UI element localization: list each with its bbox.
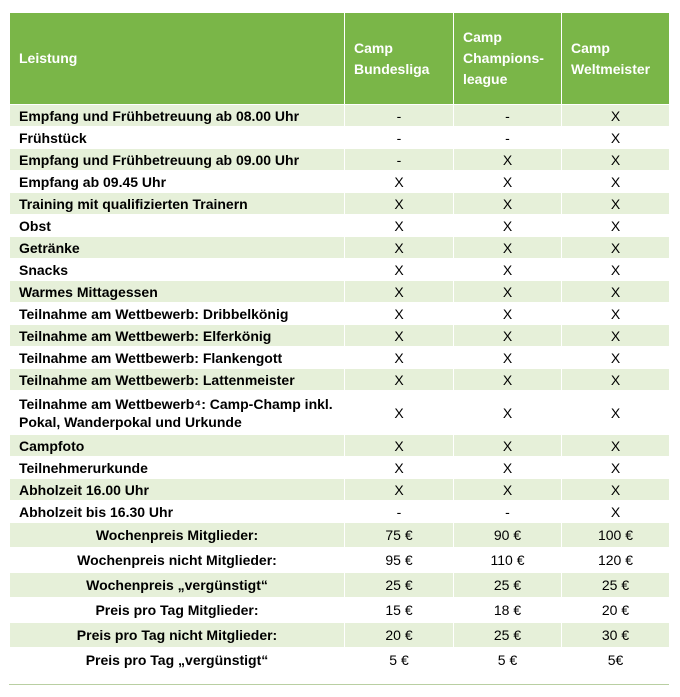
- table-header: [10, 13, 670, 105]
- row-label: Empfang und Frühbetreuung ab 09.00 Uhr: [10, 149, 345, 171]
- table-row: [10, 479, 670, 501]
- table-bottom-border: [9, 684, 669, 685]
- header-camp-weltmeister: Camp Weltmeister: [562, 13, 670, 105]
- price-championsleague: 110 €: [454, 548, 562, 573]
- camp-comparison-table: [9, 12, 670, 673]
- row-label: Abholzeit 16.00 Uhr: [10, 479, 345, 501]
- price-weltmeister: 30 €: [562, 623, 670, 648]
- value-bundesliga: X: [345, 259, 454, 281]
- price-bundesliga: 75 €: [345, 523, 454, 548]
- value-bundesliga: X: [345, 215, 454, 237]
- value-weltmeister: X: [562, 127, 670, 149]
- price-weltmeister: 20 €: [562, 598, 670, 623]
- table-row: [10, 303, 670, 325]
- price-championsleague: 18 €: [454, 598, 562, 623]
- value-championsleague: X: [454, 193, 562, 215]
- table-row: [10, 369, 670, 391]
- row-label: Empfang ab 09.45 Uhr: [10, 171, 345, 193]
- price-weltmeister: 5€: [562, 648, 670, 673]
- value-bundesliga: X: [345, 193, 454, 215]
- value-bundesliga: X: [345, 281, 454, 303]
- value-weltmeister: X: [562, 347, 670, 369]
- price-championsleague: 90 €: [454, 523, 562, 548]
- value-championsleague: X: [454, 281, 562, 303]
- price-weltmeister: 100 €: [562, 523, 670, 548]
- price-row: [10, 548, 670, 573]
- value-championsleague: X: [454, 435, 562, 457]
- row-label: Getränke: [10, 237, 345, 259]
- value-championsleague: X: [454, 391, 562, 435]
- table-row: [10, 215, 670, 237]
- value-bundesliga: -: [345, 105, 454, 127]
- table-row: [10, 149, 670, 171]
- pricing-table-container: [9, 12, 669, 673]
- value-bundesliga: X: [345, 457, 454, 479]
- price-bundesliga: 95 €: [345, 548, 454, 573]
- table-row: [10, 193, 670, 215]
- table-row: [10, 237, 670, 259]
- price-bundesliga: 5 €: [345, 648, 454, 673]
- value-championsleague: X: [454, 171, 562, 193]
- value-weltmeister: X: [562, 501, 670, 523]
- value-championsleague: -: [454, 105, 562, 127]
- price-label: Preis pro Tag Mitglieder:: [10, 598, 345, 623]
- value-championsleague: X: [454, 325, 562, 347]
- row-label: Abholzeit bis 16.30 Uhr: [10, 501, 345, 523]
- value-weltmeister: X: [562, 479, 670, 501]
- price-championsleague: 25 €: [454, 573, 562, 598]
- value-weltmeister: X: [562, 303, 670, 325]
- value-weltmeister: X: [562, 259, 670, 281]
- price-label: Preis pro Tag nicht Mitglieder:: [10, 623, 345, 648]
- row-label: Warmes Mittagessen: [10, 281, 345, 303]
- value-weltmeister: X: [562, 215, 670, 237]
- table-row: [10, 391, 670, 435]
- price-weltmeister: 25 €: [562, 573, 670, 598]
- value-championsleague: X: [454, 479, 562, 501]
- row-label: Frühstück: [10, 127, 345, 149]
- row-label: Teilnahme am Wettbewerb: Flankengott: [10, 347, 345, 369]
- table-row: [10, 127, 670, 149]
- value-bundesliga: X: [345, 171, 454, 193]
- value-bundesliga: X: [345, 479, 454, 501]
- row-label: Teilnahme am Wettbewerb: Lattenmeister: [10, 369, 345, 391]
- row-label: Campfoto: [10, 435, 345, 457]
- value-championsleague: X: [454, 215, 562, 237]
- price-label: Wochenpreis „vergünstigt“: [10, 573, 345, 598]
- value-weltmeister: X: [562, 391, 670, 435]
- row-label: Teilnahme am Wettbewerb: Dribbelkönig: [10, 303, 345, 325]
- price-row: [10, 598, 670, 623]
- row-label: Teilnahme am Wettbewerb: Elferkönig: [10, 325, 345, 347]
- value-weltmeister: X: [562, 237, 670, 259]
- price-bundesliga: 25 €: [345, 573, 454, 598]
- header-leistung: Leistung: [10, 13, 345, 105]
- row-label: Teilnahme am Wettbewerb⁴: Camp-Champ inkl. Pokal, Wanderpokal und Urkunde: [10, 391, 345, 435]
- row-label: Empfang und Frühbetreuung ab 08.00 Uhr: [10, 105, 345, 127]
- row-label: Obst: [10, 215, 345, 237]
- value-bundesliga: X: [345, 303, 454, 325]
- row-label: Snacks: [10, 259, 345, 281]
- price-label: Preis pro Tag „vergünstigt“: [10, 648, 345, 673]
- value-championsleague: -: [454, 501, 562, 523]
- table-row: [10, 435, 670, 457]
- price-row: [10, 523, 670, 548]
- table-row: [10, 325, 670, 347]
- table-body: [10, 105, 670, 673]
- value-weltmeister: X: [562, 171, 670, 193]
- value-bundesliga: X: [345, 347, 454, 369]
- price-weltmeister: 120 €: [562, 548, 670, 573]
- header-camp-bundesliga: Camp Bundesliga: [345, 13, 454, 105]
- value-championsleague: X: [454, 303, 562, 325]
- price-row: [10, 623, 670, 648]
- value-championsleague: X: [454, 237, 562, 259]
- row-label: Training mit qualifizierten Trainern: [10, 193, 345, 215]
- value-championsleague: X: [454, 347, 562, 369]
- table-row: [10, 501, 670, 523]
- price-championsleague: 25 €: [454, 623, 562, 648]
- value-weltmeister: X: [562, 325, 670, 347]
- value-championsleague: X: [454, 259, 562, 281]
- table-row: [10, 457, 670, 479]
- value-championsleague: X: [454, 457, 562, 479]
- value-bundesliga: -: [345, 501, 454, 523]
- header-camp-championsleague: Camp Champions- league: [454, 13, 562, 105]
- table-row: [10, 171, 670, 193]
- value-championsleague: X: [454, 149, 562, 171]
- price-row: [10, 573, 670, 598]
- value-weltmeister: X: [562, 193, 670, 215]
- value-bundesliga: X: [345, 435, 454, 457]
- price-row: [10, 648, 670, 673]
- value-weltmeister: X: [562, 457, 670, 479]
- value-weltmeister: X: [562, 281, 670, 303]
- value-weltmeister: X: [562, 435, 670, 457]
- value-bundesliga: X: [345, 237, 454, 259]
- value-championsleague: X: [454, 369, 562, 391]
- value-bundesliga: -: [345, 149, 454, 171]
- price-label: Wochenpreis Mitglieder:: [10, 523, 345, 548]
- value-weltmeister: X: [562, 369, 670, 391]
- price-bundesliga: 20 €: [345, 623, 454, 648]
- row-label: Teilnehmerurkunde: [10, 457, 345, 479]
- value-weltmeister: X: [562, 149, 670, 171]
- table-row: [10, 347, 670, 369]
- table-row: [10, 259, 670, 281]
- price-bundesliga: 15 €: [345, 598, 454, 623]
- value-bundesliga: X: [345, 391, 454, 435]
- value-bundesliga: -: [345, 127, 454, 149]
- price-championsleague: 5 €: [454, 648, 562, 673]
- value-weltmeister: X: [562, 105, 670, 127]
- price-label: Wochenpreis nicht Mitglieder:: [10, 548, 345, 573]
- value-championsleague: -: [454, 127, 562, 149]
- value-bundesliga: X: [345, 369, 454, 391]
- table-row: [10, 105, 670, 127]
- value-bundesliga: X: [345, 325, 454, 347]
- table-row: [10, 281, 670, 303]
